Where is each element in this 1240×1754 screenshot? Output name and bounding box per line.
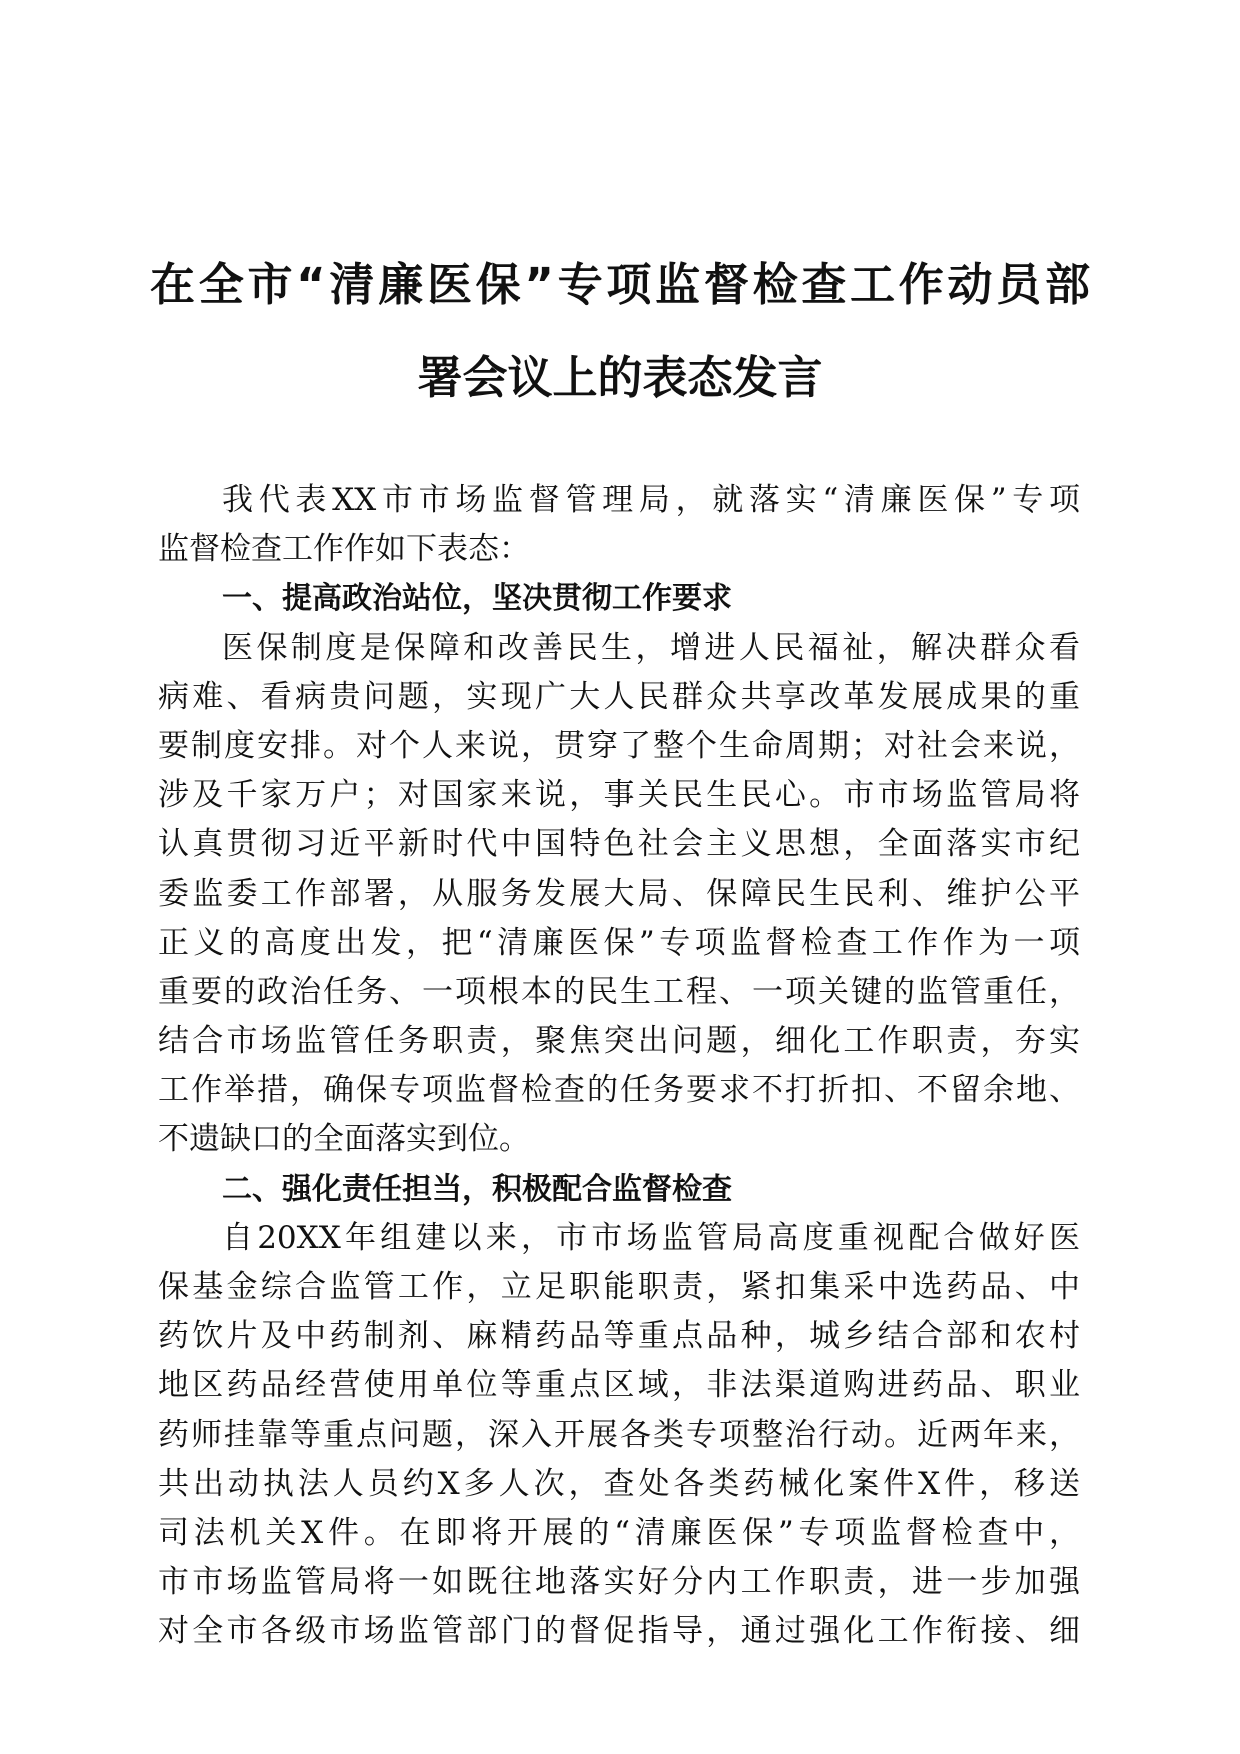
paragraph-line: 共出动执法人员约X多人次，查处各类药械化案件X件，移送 (158, 1465, 1080, 1502)
section-heading-1: 一、提高政治站位，坚决贯彻工作要求 (222, 581, 732, 617)
document-title-line-2: 署会议上的表态发言 (417, 351, 823, 404)
paragraph-line: 病难、看病贵问题，实现广大人民群众共享改革发展成果的重 (158, 678, 1080, 715)
paragraph-line: 重要的政治任务、一项根本的民生工程、一项关键的监管重任， (158, 973, 1080, 1010)
paragraph-line: 涉及千家万户；对国家来说，事关民生民心。市市场监管局将 (158, 777, 1080, 814)
section-heading-2: 二、强化责任担当，积极配合监督检查 (222, 1171, 732, 1207)
paragraph-line: 司法机关X件。在即将开展的“清廉医保”专项监督检查中， (158, 1514, 1080, 1551)
paragraph-line: 结合市场监管任务职责，聚焦突出问题，细化工作职责，夯实 (158, 1023, 1080, 1060)
paragraph-line: 认真贯彻习近平新时代中国特色社会主义思想，全面落实市纪 (158, 826, 1080, 863)
paragraph-line: 自20XX年组建以来，市市场监管局高度重视配合做好医 (222, 1219, 1080, 1256)
document-title-line-1: 在全市“清廉医保”专项监督检查工作动员部 (150, 258, 1090, 311)
paragraph-line: 市市场监管局将一如既往地落实好分内工作职责，进一步加强 (158, 1564, 1080, 1601)
paragraph-line: 地区药品经营使用单位等重点区域，非法渠道购进药品、职业 (158, 1367, 1080, 1404)
paragraph-line: 我代表XX市市场监督管理局，就落实“清廉医保”专项 (222, 482, 1080, 518)
paragraph-line: 工作举措，确保专项监督检查的任务要求不打折扣、不留余地、 (158, 1072, 1080, 1109)
paragraph-line: 要制度安排。对个人来说，贯穿了整个生命周期；对社会来说， (158, 727, 1080, 764)
paragraph-line: 药饮片及中药制剂、麻精药品等重点品种，城乡结合部和农村 (158, 1318, 1080, 1355)
paragraph-line: 正义的高度出发，把“清廉医保”专项监督检查工作作为一项 (158, 924, 1080, 961)
paragraph-line: 委监委工作部署，从服务发展大局、保障民生民利、维护公平 (158, 875, 1080, 912)
document-body (158, 476, 1080, 1657)
paragraph-line: 药师挂靠等重点问题，深入开展各类专项整治行动。近两年来， (158, 1416, 1080, 1453)
paragraph-line: 监督检查工作作如下表态： (158, 531, 530, 568)
paragraph-line: 对全市各级市场监管部门的督促指导，通过强化工作衔接、细 (158, 1613, 1080, 1650)
paragraph-line: 医保制度是保障和改善民生，增进人民福祉，解决群众看 (222, 629, 1080, 666)
paragraph-line: 不遗缺口的全面落实到位。 (158, 1121, 530, 1158)
paragraph-line: 保基金综合监管工作，立足职能职责，紧扣集采中选药品、中 (158, 1269, 1080, 1305)
